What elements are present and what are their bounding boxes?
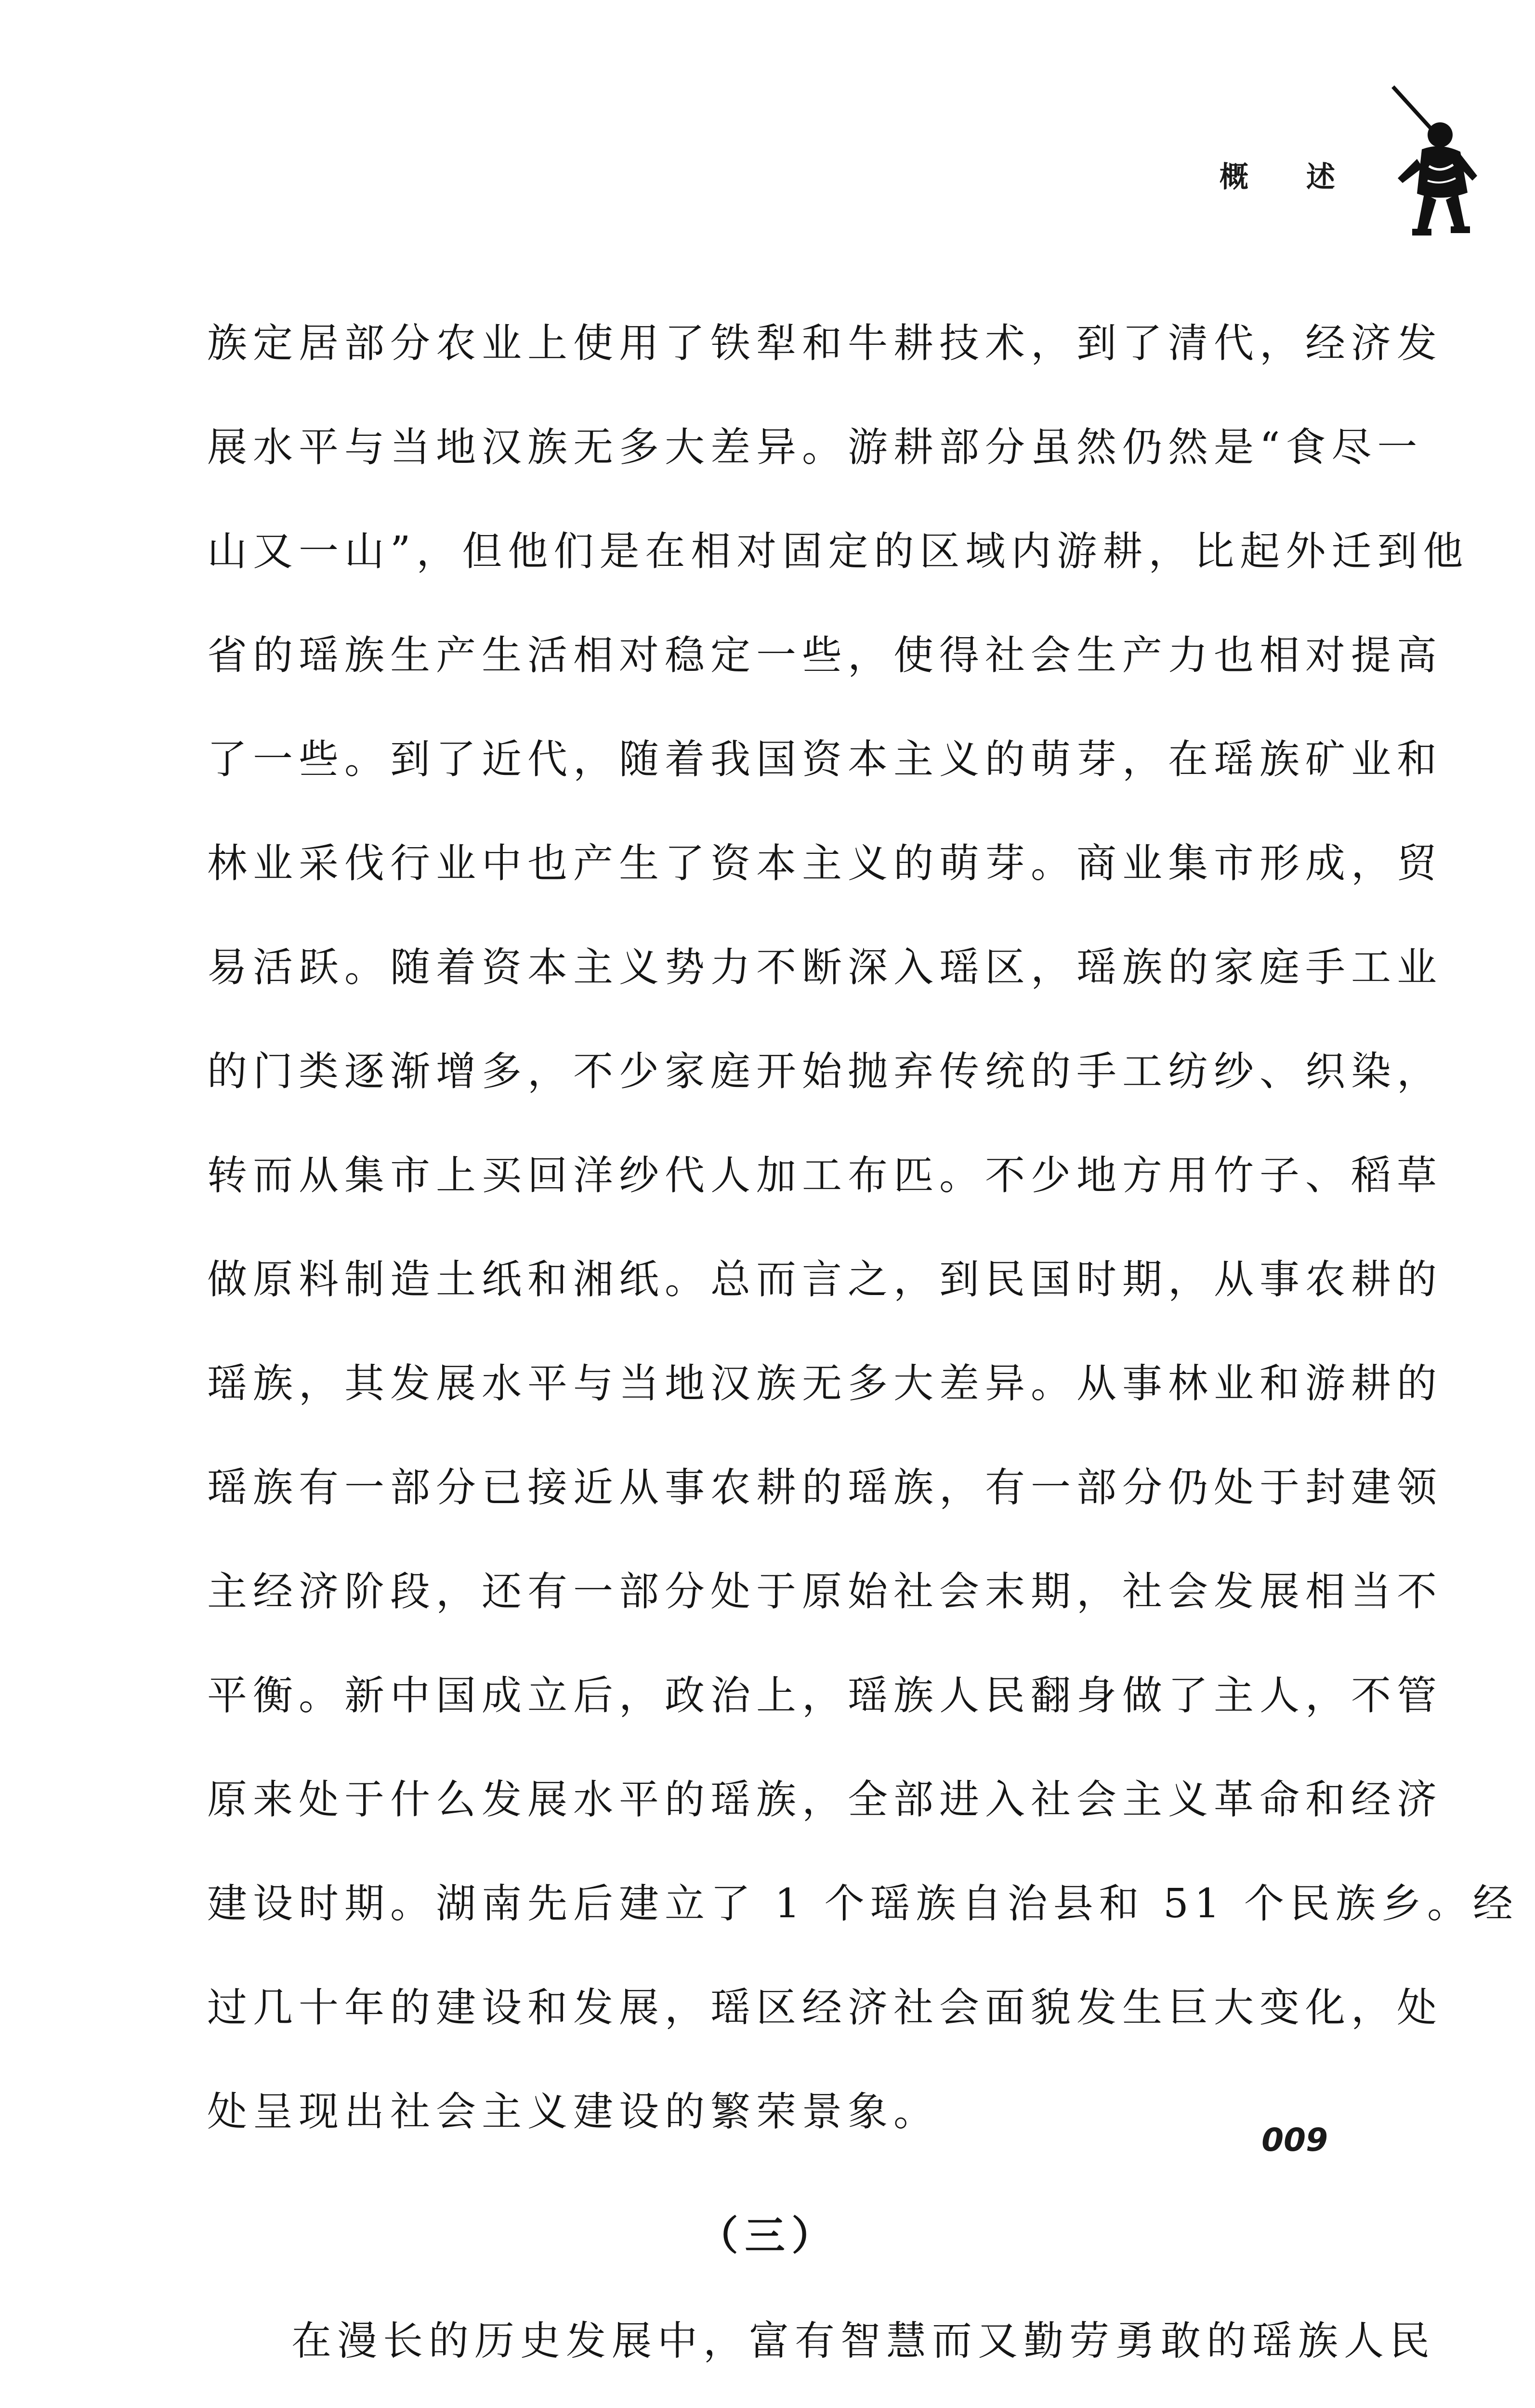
text-line: 山又一山”，但他们是在相对固定的区域内游耕，比起外迁到他 bbox=[207, 528, 1469, 575]
text-line: 做原料制造土纸和湘纸。总而言之，到民国时期，从事农耕的 bbox=[207, 1256, 1443, 1303]
text-line-last: 处呈现出社会主义建设的繁荣景象。 bbox=[207, 2088, 939, 2135]
text-line: 易活跃。随着资本主义势力不断深入瑶区，瑶族的家庭手工业 bbox=[207, 944, 1443, 991]
text-line-indented: 在漫长的历史发展中，富有智慧而又勤劳勇敢的瑶族人民 bbox=[291, 2317, 1435, 2364]
text-line bbox=[207, 2393, 1329, 2408]
text-line: 瑶族，其发展水平与当地汉族无多大差异。从事林业和游耕的 bbox=[207, 1360, 1443, 1407]
section-heading: （三） bbox=[698, 2212, 839, 2259]
text-line: 转而从集市上买回洋纱代人加工布匹。不少地方用竹子、稻草 bbox=[207, 1152, 1443, 1199]
text-line: 的门类逐渐增多，不少家庭开始抛弃传统的手工纺纱、织染， bbox=[207, 1048, 1443, 1095]
text-line: 建设时期。湖南先后建立了 1 个瑶族自治县和 51 个民族乡。经 bbox=[207, 1880, 1519, 1927]
running-header-title: 概 述 bbox=[1220, 160, 1350, 194]
text-line: 原来处于什么发展水平的瑶族，全部进入社会主义革命和经济 bbox=[207, 1776, 1443, 1823]
text-line: 省的瑶族生产生活相对稳定一些，使得社会生产力也相对提高 bbox=[207, 632, 1443, 679]
text-line: 林业采伐行业中也产生了资本主义的萌芽。商业集市形成，贸 bbox=[207, 840, 1443, 887]
main-body-text bbox=[207, 291, 1519, 2408]
page-number: 009 bbox=[1261, 2121, 1328, 2159]
text-line: 族定居部分农业上使用了铁犁和牛耕技术，到了清代，经济发 bbox=[207, 320, 1443, 366]
text-line: 了一些。到了近代，随着我国资本主义的萌芽，在瑶族矿业和 bbox=[207, 736, 1443, 783]
text-line: 过几十年的建设和发展，瑶区经济社会面貌发生巨大变化，处 bbox=[207, 1984, 1443, 2031]
text-line: 平衡。新中国成立后，政治上，瑶族人民翻身做了主人，不管 bbox=[207, 1672, 1443, 1719]
text-line: 主经济阶段，还有一部分处于原始社会末期，社会发展相当不 bbox=[207, 1568, 1443, 1615]
warrior-figure-illustration bbox=[1383, 82, 1480, 241]
text-line: 瑶族有一部分已接近从事农耕的瑶族，有一部分仍处于封建领 bbox=[207, 1464, 1443, 1511]
text-line: 展水平与当地汉族无多大差异。游耕部分虽然仍然是“食尽一 bbox=[207, 424, 1423, 471]
